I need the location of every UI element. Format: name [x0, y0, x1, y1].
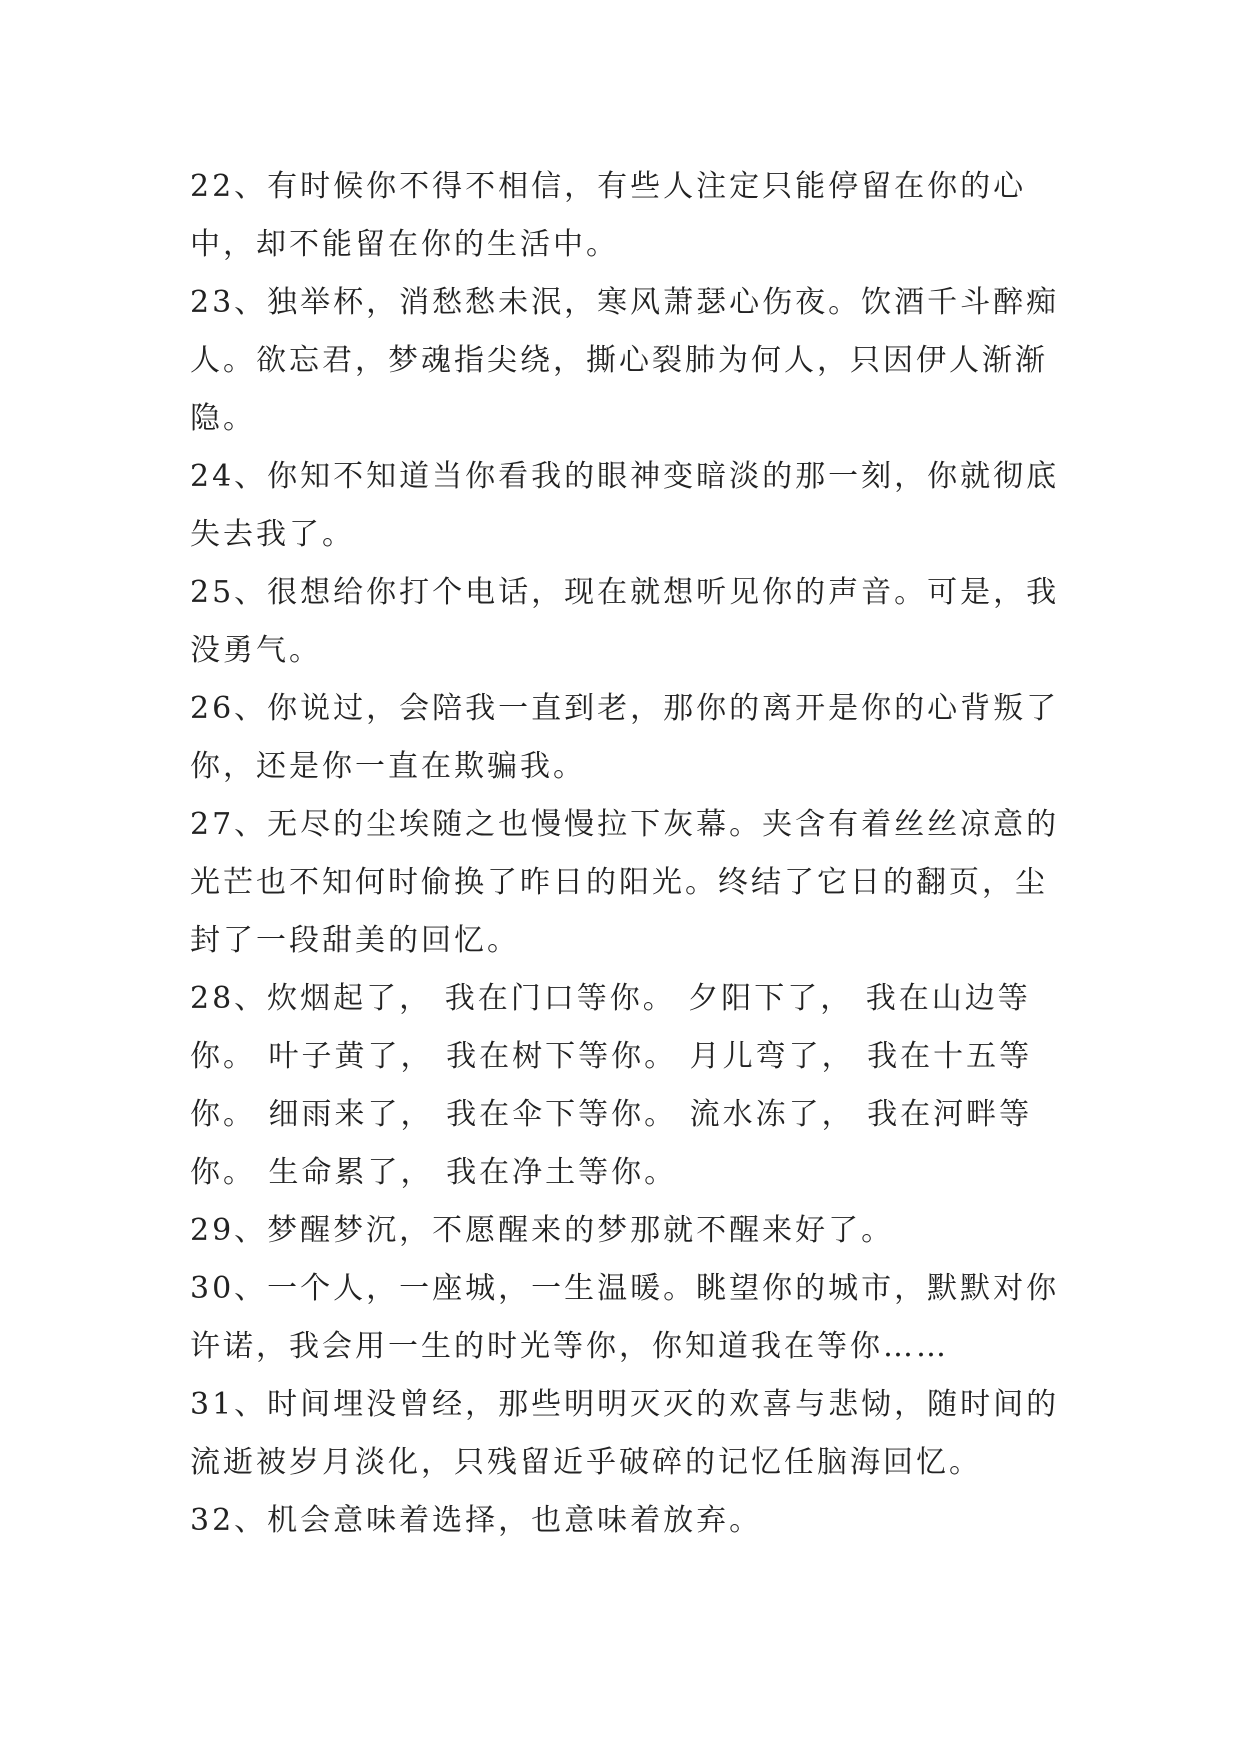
- paragraph-31: 31、时间埋没曾经，那些明明灭灭的欢喜与悲恸，随时间的流逝被岁月淡化，只残留近乎破碎的记忆任脑海回忆。: [190, 1387, 1060, 1480]
- paragraph-23: 23、独举杯，消愁愁未泯，寒风萧瑟心伤夜。饮酒千斗醉痴人。欲忘君，梦魂指尖绕，撕心裂肺为何人，只因伊人渐渐隐。: [190, 285, 1060, 436]
- paragraph-24: 24、你知不知道当你看我的眼神变暗淡的那一刻，你就彻底失去我了。: [190, 459, 1060, 552]
- paragraph-30: 30、一个人，一座城，一生温暖。眺望你的城市，默默对你许诺，我会用一生的时光等你，你知道我在等你……: [190, 1271, 1060, 1364]
- paragraph-27: 27、无尽的尘埃随之也慢慢拉下灰幕。夹含有着丝丝凉意的光芒也不知何时偷换了昨日的阳光。终结了它日的翻页，尘封了一段甜美的回忆。: [190, 807, 1060, 958]
- paragraph-22: 22、有时候你不得不相信，有些人注定只能停留在你的心中，却不能留在你的生活中。: [190, 169, 1027, 262]
- paragraph-32: 32、机会意味着选择，也意味着放弃。: [190, 1503, 763, 1538]
- document-body: [190, 158, 1060, 1550]
- paragraph-25: 25、很想给你打个电话，现在就想听见你的声音。可是，我没勇气。: [190, 575, 1060, 668]
- paragraph-28: 28、炊烟起了， 我在门口等你。 夕阳下了， 我在山边等你。 叶子黄了， 我在树下等你。 月儿弯了， 我在十五等你。 细雨来了， 我在伞下等你。 流水冻了， 我在河畔等你。 生命累了， 我在净土等你。: [190, 981, 1033, 1190]
- paragraph-29: 29、梦醒梦沉，不愿醒来的梦那就不醒来好了。: [190, 1213, 895, 1248]
- paragraph-26: 26、你说过，会陪我一直到老，那你的离开是你的心背叛了你，还是你一直在欺骗我。: [190, 691, 1060, 784]
